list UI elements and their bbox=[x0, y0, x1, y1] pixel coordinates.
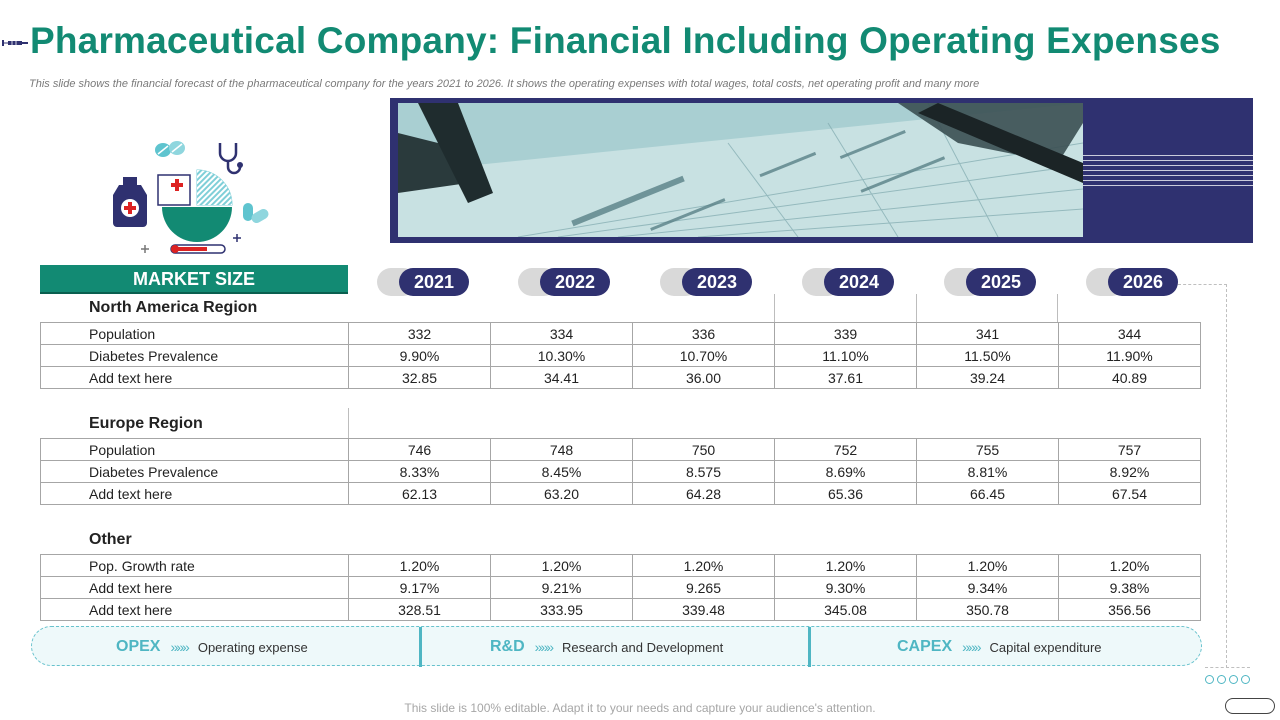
table-cell: 344 bbox=[1059, 323, 1201, 345]
table-cell: 64.28 bbox=[633, 483, 775, 505]
table-row bbox=[41, 555, 1201, 577]
table-cell: 65.36 bbox=[775, 483, 917, 505]
connector-line bbox=[1226, 284, 1227, 668]
table-cell: 10.70% bbox=[633, 345, 775, 367]
table-cell: 336 bbox=[633, 323, 775, 345]
row-label: Add text here bbox=[41, 599, 349, 621]
section-label-north-america: North America Region bbox=[89, 299, 258, 316]
legend-bar bbox=[31, 626, 1202, 666]
table-row bbox=[41, 367, 1201, 389]
table-row bbox=[41, 599, 1201, 621]
table-cell: 63.20 bbox=[491, 483, 633, 505]
year-pill-2022 bbox=[518, 268, 610, 296]
table-cell: 1.20% bbox=[917, 555, 1059, 577]
stethoscope-icon bbox=[220, 143, 243, 173]
legend-divider bbox=[808, 627, 811, 667]
table-cell: 339 bbox=[775, 323, 917, 345]
table-cell: 8.92% bbox=[1059, 461, 1201, 483]
table-cell: 9.30% bbox=[775, 577, 917, 599]
row-label: Pop. Growth rate bbox=[41, 555, 349, 577]
legend-desc: Operating expense bbox=[197, 639, 308, 655]
insurance-form-photo bbox=[398, 103, 1083, 237]
syringe-icon bbox=[2, 38, 30, 48]
page-subtitle: This slide shows the financial forecast of the pharmaceutical company for the years 2021 to 2026. It shows the operating expenses with total wages, total costs, net operating profit and many more bbox=[29, 78, 980, 90]
table-cell: 9.38% bbox=[1059, 577, 1201, 599]
medical-illustration bbox=[105, 135, 275, 260]
table-row bbox=[41, 577, 1201, 599]
table-cell: 62.13 bbox=[349, 483, 491, 505]
table-row bbox=[41, 323, 1201, 345]
table-row bbox=[41, 439, 1201, 461]
market-size-header: MARKET SIZE bbox=[40, 265, 348, 294]
decorative-stripes bbox=[1083, 155, 1253, 187]
pills-icon bbox=[155, 141, 185, 157]
table-cell: 752 bbox=[775, 439, 917, 461]
table-cell: 67.54 bbox=[1059, 483, 1201, 505]
year-label: 2024 bbox=[824, 268, 894, 296]
legend-key: OPEX bbox=[116, 638, 161, 655]
table-cell: 11.10% bbox=[775, 345, 917, 367]
table-cell: 32.85 bbox=[349, 367, 491, 389]
footer-note: This slide is 100% editable. Adapt it to your needs and capture your audience's attention. bbox=[404, 701, 876, 715]
thermometer-icon bbox=[171, 245, 225, 253]
table-cell: 1.20% bbox=[349, 555, 491, 577]
row-label: Diabetes Prevalence bbox=[41, 345, 349, 367]
table-cell: 11.50% bbox=[917, 345, 1059, 367]
table-row bbox=[41, 345, 1201, 367]
legend-desc: Capital expenditure bbox=[989, 639, 1102, 655]
row-label: Diabetes Prevalence bbox=[41, 461, 349, 483]
table-cell: 9.17% bbox=[349, 577, 491, 599]
table-cell: 748 bbox=[491, 439, 633, 461]
chevron-icon: »»» bbox=[170, 639, 188, 655]
table-cell: 9.34% bbox=[917, 577, 1059, 599]
medicine-bottle-icon bbox=[113, 177, 147, 227]
table-cell: 66.45 bbox=[917, 483, 1059, 505]
table-cell: 37.61 bbox=[775, 367, 917, 389]
north-america-table bbox=[40, 322, 1201, 389]
year-pill-2025 bbox=[944, 268, 1036, 296]
year-label: 2023 bbox=[682, 268, 752, 296]
year-label: 2021 bbox=[399, 268, 469, 296]
table-cell: 334 bbox=[491, 323, 633, 345]
table-cell: 332 bbox=[349, 323, 491, 345]
row-label: Add text here bbox=[41, 577, 349, 599]
table-cell: 11.90% bbox=[1059, 345, 1201, 367]
table-cell: 39.24 bbox=[917, 367, 1059, 389]
column-separator bbox=[916, 294, 917, 322]
table-cell: 9.265 bbox=[633, 577, 775, 599]
table-cell: 34.41 bbox=[491, 367, 633, 389]
table-cell: 339.48 bbox=[633, 599, 775, 621]
pagination-dots bbox=[1205, 675, 1253, 687]
chevron-icon: »»» bbox=[962, 639, 980, 655]
connector-line bbox=[1178, 284, 1227, 285]
other-table bbox=[40, 554, 1201, 621]
year-label: 2025 bbox=[966, 268, 1036, 296]
year-label: 2022 bbox=[540, 268, 610, 296]
table-cell: 345.08 bbox=[775, 599, 917, 621]
table-cell: 9.21% bbox=[491, 577, 633, 599]
table-cell: 1.20% bbox=[775, 555, 917, 577]
legend-desc: Research and Development bbox=[562, 639, 724, 655]
legend-divider bbox=[419, 627, 422, 667]
page-title: Pharmaceutical Company: Financial Including Operating Expenses bbox=[30, 20, 1221, 61]
table-cell: 9.90% bbox=[349, 345, 491, 367]
table-cell: 333.95 bbox=[491, 599, 633, 621]
table-cell: 746 bbox=[349, 439, 491, 461]
column-separator bbox=[774, 294, 775, 322]
column-separator bbox=[1057, 294, 1058, 322]
table-row bbox=[41, 483, 1201, 505]
table-cell: 757 bbox=[1059, 439, 1201, 461]
row-label: Population bbox=[41, 439, 349, 461]
table-row bbox=[41, 461, 1201, 483]
row-label: Population bbox=[41, 323, 349, 345]
table-cell: 350.78 bbox=[917, 599, 1059, 621]
legend-item-opex bbox=[116, 627, 308, 667]
pie-chart-icon bbox=[158, 163, 239, 242]
column-separator bbox=[348, 408, 349, 438]
section-label-europe: Europe Region bbox=[89, 415, 203, 432]
table-cell: 1.20% bbox=[491, 555, 633, 577]
table-cell: 356.56 bbox=[1059, 599, 1201, 621]
table-cell: 341 bbox=[917, 323, 1059, 345]
table-cell: 8.575 bbox=[633, 461, 775, 483]
legend-key: R&D bbox=[490, 638, 525, 655]
table-cell: 750 bbox=[633, 439, 775, 461]
table-cell: 328.51 bbox=[349, 599, 491, 621]
year-label: 2026 bbox=[1108, 268, 1178, 296]
capsule-icon bbox=[243, 203, 270, 225]
table-cell: 8.33% bbox=[349, 461, 491, 483]
table-cell: 40.89 bbox=[1059, 367, 1201, 389]
legend-key: CAPEX bbox=[897, 638, 953, 655]
row-label: Add text here bbox=[41, 367, 349, 389]
table-cell: 10.30% bbox=[491, 345, 633, 367]
row-label: Add text here bbox=[41, 483, 349, 505]
legend-item-capex bbox=[897, 627, 1102, 667]
table-cell: 36.00 bbox=[633, 367, 775, 389]
table-cell: 8.45% bbox=[491, 461, 633, 483]
connector-line bbox=[1205, 667, 1250, 668]
year-pill-2026 bbox=[1086, 268, 1178, 296]
table-cell: 8.81% bbox=[917, 461, 1059, 483]
table-cell: 1.20% bbox=[1059, 555, 1201, 577]
year-pill-2024 bbox=[802, 268, 894, 296]
year-pill-2023 bbox=[660, 268, 752, 296]
table-cell: 1.20% bbox=[633, 555, 775, 577]
europe-table bbox=[40, 438, 1201, 505]
table-cell: 8.69% bbox=[775, 461, 917, 483]
chevron-icon: »»» bbox=[534, 639, 553, 655]
year-pill-2021 bbox=[377, 268, 469, 296]
section-label-other: Other bbox=[89, 531, 132, 548]
legend-item-rnd bbox=[490, 627, 723, 667]
table-cell: 755 bbox=[917, 439, 1059, 461]
